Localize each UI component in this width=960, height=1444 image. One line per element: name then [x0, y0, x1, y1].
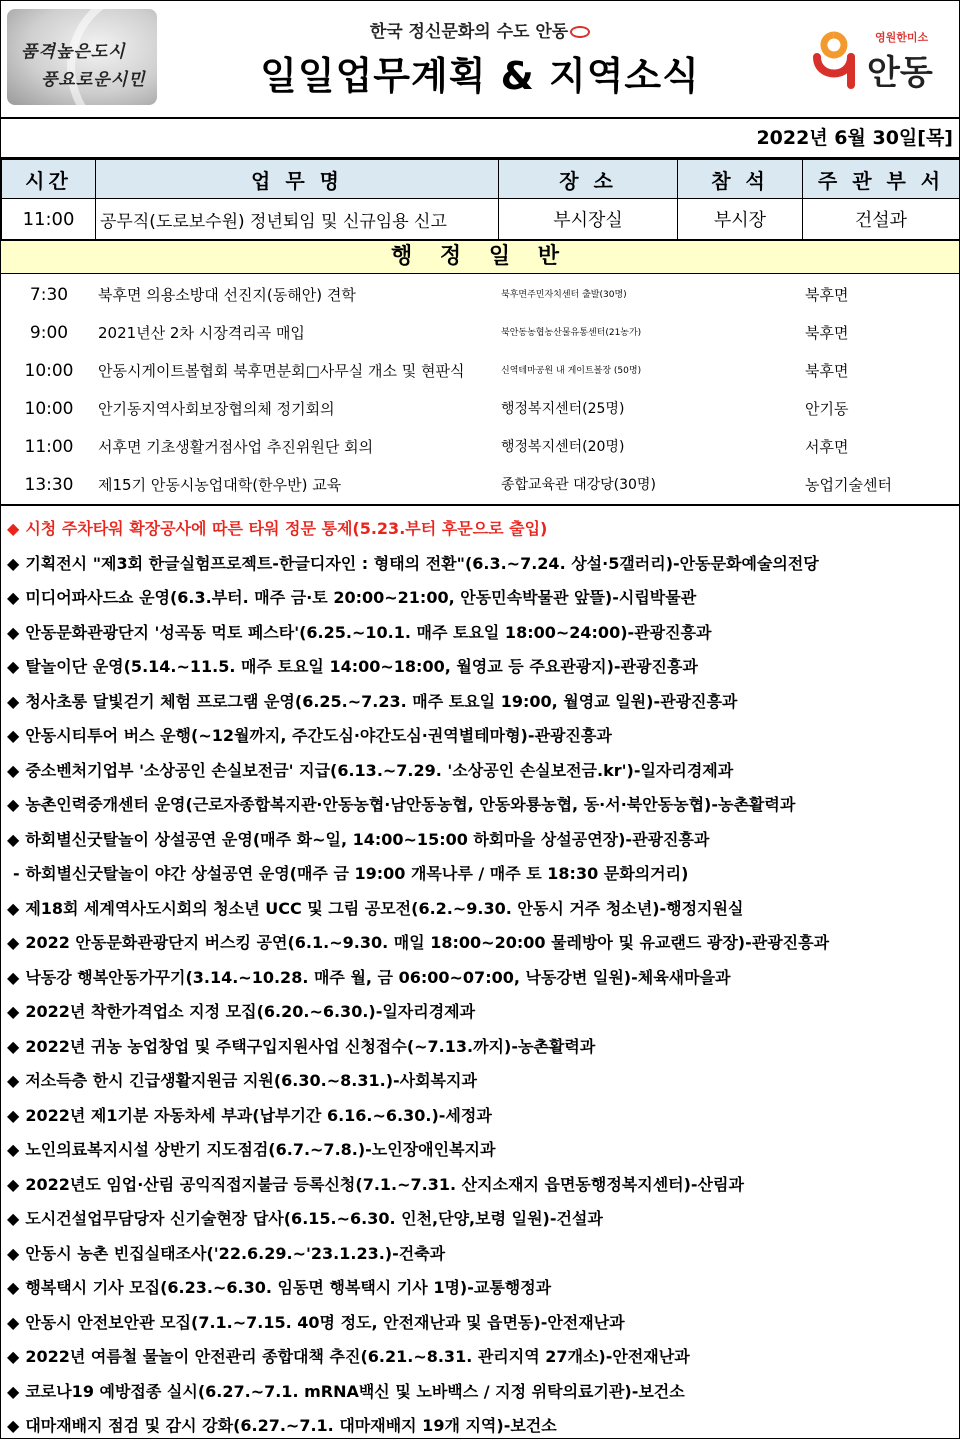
notice-text: 농촌인력중개센터 운영(근로자종합복지관·안동농협·남안동농협, 안동와룡농협, 동·서·북안동농협)-농촌활력과: [25, 795, 796, 814]
notice-item: [7, 961, 959, 996]
notice-text: 시청 주차타워 확장공사에 따른 타워 정문 통제(5.23.부터 후문으로 출입): [25, 519, 548, 538]
smile-eye-icon: [570, 26, 590, 38]
diamond-bullet-icon: ◆: [7, 1140, 20, 1159]
notice-item: [7, 1064, 959, 1099]
diamond-bullet-icon: ◆: [7, 1278, 20, 1297]
diamond-bullet-icon: ◆: [7, 1036, 20, 1056]
notice-item: [7, 754, 959, 789]
notice-item: [7, 1409, 959, 1444]
diamond-bullet-icon: ◆: [7, 1105, 20, 1125]
row-attendee: 부시장: [678, 199, 803, 240]
notice-text: 하회별신굿탈놀이 야간 상설공연 운영(매주 금 19:00 개목나루 / 매주 토 18:30 문화의거리): [25, 864, 689, 883]
logo-name: 안동: [867, 53, 933, 93]
list-item: 10:00 안동시게이트볼협회 북후면분회□사무실 개소 및 현판식 신역테마공원 내 게이트볼장 (50명) 북후면: [24, 361, 849, 381]
notice-item: [7, 1099, 959, 1134]
subtitle: 한국 정신문화의 수도 안동: [1, 17, 959, 42]
row-dept: 건설과: [803, 199, 960, 240]
diamond-bullet-icon: ◆: [7, 1312, 20, 1332]
diamond-bullet-icon: ◆: [7, 795, 20, 814]
notice-text: 2022년 제1기분 자동차세 부과(납부기간 6.16.~6.30.)-세정과: [25, 1105, 492, 1125]
notice-item: [7, 1237, 959, 1272]
list-item: 9:00 2021년산 2차 시장격리곡 매입 북안동농협농산물유통센터(21농가) 북후면: [29, 323, 849, 343]
notice-item: [7, 1168, 959, 1203]
row-time: 11:00: [2, 199, 96, 240]
notice-text: 행복택시 기사 모집(6.23.~6.30. 임동면 행복택시 기사 1명)-교통행정과: [25, 1278, 552, 1297]
notice-item: [7, 1030, 959, 1065]
notice-text: 안동시티투어 버스 운행(~12월까지, 주간도심·야간도심·권역별테마형)-관광진흥과: [25, 726, 612, 745]
notice-text: 도시건설업무담당자 신기술현장 답사(6.15.~6.30. 인천,단양,보령 일원)-건설과: [25, 1209, 603, 1228]
diamond-bullet-icon: ◆: [7, 1002, 20, 1021]
notice-item: [7, 512, 959, 547]
report-date: 2022년 6월 30일[목]: [1, 119, 959, 159]
andong-logo: [811, 19, 941, 99]
notice-item: [7, 719, 959, 754]
diamond-bullet-icon: ◆: [7, 1209, 20, 1228]
notice-item: [7, 581, 959, 616]
diamond-bullet-icon: ◆: [7, 1381, 20, 1401]
notice-text: 2022년 여름철 물놀이 안전관리 종합대책 추진(6.21.~8.31. 관리지역 27개소)-안전재난과: [25, 1347, 690, 1366]
slogan-line2: 풍요로운시민: [41, 70, 146, 90]
admin-list: [1, 274, 959, 506]
notice-text: 하회별신굿탈놀이 상설공연 운영(매주 화~일, 14:00~15:00 하회마을 상설공연장)-관광진흥과: [25, 829, 710, 849]
schedule-table: [1, 159, 960, 240]
list-item: 11:00 서후면 기초생활거점사업 추진위원단 회의 행정복지센터(20명) 서후면: [24, 437, 849, 457]
col-task: 업 무 명: [96, 160, 499, 199]
notice-text: 2022 안동문화관광단지 버스킹 공연(6.1.~9.30. 매일 18:00~20:00 물레방아 및 유교랜드 광장)-관광진흥과: [25, 933, 830, 952]
notice-text: 낙동강 행복안동가꾸기(3.14.~10.28. 매주 월, 금 06:00~07:00, 낙동강변 일원)-체육새마을과: [25, 967, 731, 987]
diamond-bullet-icon: ◆: [7, 898, 20, 918]
notice-text: 2022년도 임업·산림 공익직접지불금 등록신청(7.1.~7.31. 산지소재지 읍면동행정복지센터)-산림과: [25, 1174, 744, 1194]
notice-list: [1, 506, 959, 1444]
slogan-line1: 품격높은도시: [21, 42, 126, 62]
dash-bullet: -: [13, 864, 20, 883]
col-time: 시간: [2, 160, 96, 199]
list-item: 10:00 안기동지역사회보장협의체 정기회의 행정복지센터(25명) 안기동: [24, 399, 849, 419]
notice-item: [7, 1375, 959, 1410]
notice-text: 노인의료복지시설 상반기 지도점검(6.7.~7.8.)-노인장애인복지과: [25, 1140, 496, 1159]
notice-item: [7, 857, 959, 892]
diamond-bullet-icon: ◆: [7, 657, 20, 676]
notice-text: 제18회 세계역사도시회의 청소년 UCC 및 그림 공모전(6.2.~9.30. 안동시 거주 청소년)-행정지원실: [25, 898, 744, 918]
diamond-bullet-icon: ◆: [7, 967, 20, 987]
notice-item: [7, 1133, 959, 1168]
diamond-bullet-icon: ◆: [7, 553, 20, 573]
diamond-bullet-icon: ◆: [7, 1071, 20, 1090]
notice-text: 청사초롱 달빛걷기 체험 프로그램 운영(6.25.~7.23. 매주 토요일 19:00, 월영교 일원)-관광진흥과: [25, 691, 738, 711]
notice-text: 2022년 착한가격업소 지정 모집(6.20.~6.30.)-일자리경제과: [25, 1002, 476, 1021]
row-place: 부시장실: [499, 199, 678, 240]
diamond-bullet-icon: ◆: [7, 1174, 20, 1194]
notice-text: 대마재배지 점검 및 감시 강화(6.27.~7.1. 대마재배지 19개 지역)-보건소: [25, 1416, 557, 1435]
notice-item: [7, 788, 959, 823]
notice-text: 안동시 농촌 빈집실태조사('22.6.29.~'23.1.23.)-건축과: [25, 1243, 446, 1263]
row-task: 공무직(도로보수원) 정년퇴임 및 신규임용 신고: [96, 199, 499, 240]
notice-item: [7, 892, 959, 927]
list-item: 7:30 북후면 의용소방대 선진지(동해안) 견학 북후면주민자치센터 출발(30명) 북후면: [29, 285, 849, 305]
diamond-bullet-icon: ◆: [7, 1243, 20, 1263]
andong-mark-icon: [811, 31, 857, 89]
notice-text: 2022년 귀농 농업창업 및 주택구입지원사업 신청접수(~7.13.까지)-농촌활력과: [25, 1036, 596, 1056]
notice-item: [7, 995, 959, 1030]
col-dept: 주 관 부 서: [803, 160, 960, 199]
table-row: [2, 199, 960, 240]
notice-text: 안동문화관광단지 '성곡동 먹토 페스타'(6.25.~10.1. 매주 토요일 18:00~24:00)-관광진흥과: [25, 622, 712, 642]
notice-item: [7, 547, 959, 582]
col-attendee: 참 석: [678, 160, 803, 199]
diamond-bullet-icon: ◆: [7, 760, 20, 780]
header: [1, 1, 959, 119]
diamond-bullet-icon: ◆: [7, 1416, 20, 1435]
diamond-bullet-icon: ◆: [7, 829, 20, 849]
logo-caption: 영원한미소: [875, 31, 929, 44]
list-item: 13:30 제15기 안동시농업대학(한우반) 교육 종합교육관 대강당(30명) 농업기술센터: [24, 475, 892, 495]
section-title-admin: 행 정 일 반: [1, 240, 959, 274]
diamond-bullet-icon: ◆: [7, 622, 20, 642]
notice-text: 코로나19 예방접종 실시(6.27.~7.1. mRNA백신 및 노바백스 / 지정 위탁의료기관)-보건소: [25, 1381, 685, 1401]
notice-text: 안동시 안전보안관 모집(7.1.~7.15. 40명 정도, 안전재난과 및 읍면동)-안전재난과: [25, 1312, 625, 1332]
diamond-bullet-icon: ◆: [7, 1347, 20, 1366]
diamond-bullet-icon: ◆: [7, 588, 20, 607]
notice-item: [7, 823, 959, 858]
notice-item: [7, 616, 959, 651]
page-title: 일일업무계획 & 지역소식: [260, 54, 700, 98]
col-place: 장 소: [499, 160, 678, 199]
notice-item: [7, 685, 959, 720]
notice-text: 미디어파사드쇼 운영(6.3.부터. 매주 금·토 20:00~21:00, 안동민속박물관 앞뜰)-시립박물관: [25, 588, 697, 607]
notice-item: [7, 1271, 959, 1306]
notice-text: 기획전시 "제3회 한글실험프로젝트-한글디자인 : 형태의 전환"(6.3.~7.24. 상설·5갤러리)-안동문화예술의전당: [25, 553, 819, 573]
schedule-header: [2, 160, 960, 199]
notice-item: [7, 1340, 959, 1375]
notice-item: [7, 926, 959, 961]
diamond-bullet-icon: ◆: [7, 691, 20, 711]
notice-item: [7, 1306, 959, 1341]
diamond-bullet-icon: ◆: [7, 519, 20, 538]
notice-item: [7, 650, 959, 685]
notice-text: 저소득층 한시 긴급생활지원금 지원(6.30.~8.31.)-사회복지과: [25, 1071, 477, 1090]
diamond-bullet-icon: ◆: [7, 726, 20, 745]
diamond-bullet-icon: ◆: [7, 933, 20, 952]
notice-text: 탈놀이단 운영(5.14.~11.5. 매주 토요일 14:00~18:00, 월영교 등 주요관광지)-관광진흥과: [25, 657, 698, 676]
notice-item: [7, 1202, 959, 1237]
notice-text: 중소벤처기업부 '소상공인 손실보전금' 지급(6.13.~7.29. '소상공인 손실보전금.kr')-일자리경제과: [25, 760, 734, 780]
